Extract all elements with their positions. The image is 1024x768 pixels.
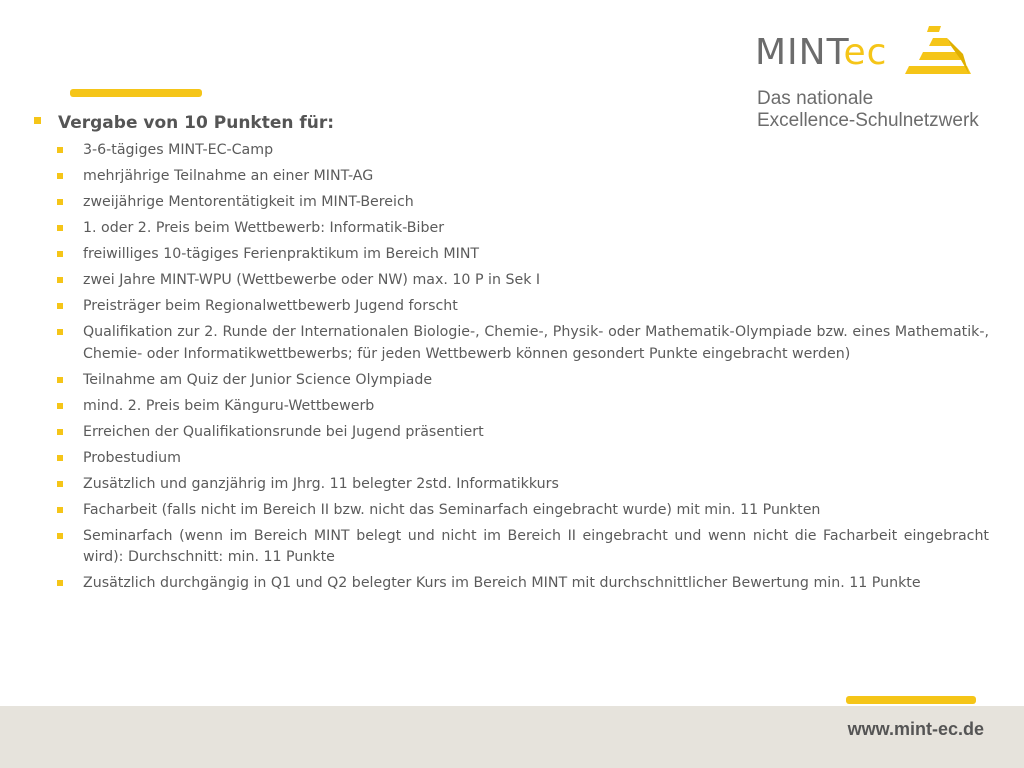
list-item xyxy=(57,218,989,240)
list-item-text: mind. 2. Preis beim Känguru-Wettbewerb xyxy=(83,397,375,414)
list-item-text: Seminarfach (wenn im Bereich MINT belegt und nicht im Bereich II eingebracht und wenn nicht die Facharbeit eingebracht wird): Durchschnitt: min. 11 Punkte xyxy=(83,527,989,565)
list-item-text: Teilnahme am Quiz der Junior Science Olympiade xyxy=(83,371,433,388)
list-item xyxy=(57,448,989,470)
list-item-text: Zusätzlich durchgängig in Q1 und Q2 belegter Kurs im Bereich MINT mit durchschnittlicher Bewertung min. 11 Punkte xyxy=(83,575,921,591)
footer-band xyxy=(0,706,1024,768)
list-item-text: 1. oder 2. Preis beim Wettbewerb: Informatik-Biber xyxy=(83,220,445,236)
tagline-line1: Das nationale xyxy=(757,88,874,109)
list-item xyxy=(57,296,989,318)
list-item-text: Probestudium xyxy=(83,449,181,466)
list-item-text: Erreichen der Qualifikationsrunde bei Jugend präsentiert xyxy=(83,423,484,440)
list-item-text: Qualifikation zur 2. Runde der Internationalen Biologie-, Chemie-, Physik- oder Mathematik-Olympiade bzw. eines Mathematik-, Chemie- oder Informatikwettbewerbs; für jeden Wettbewerb können gesondert Punkte eingebracht werden) xyxy=(83,324,989,362)
tagline-line2: Excellence-Schulnetzwerk xyxy=(757,110,979,131)
list-item xyxy=(57,422,989,444)
list-item xyxy=(57,322,989,365)
website-link[interactable]: www.mint-ec.de xyxy=(847,719,984,739)
square-bullet-icon xyxy=(57,507,63,513)
square-bullet-icon xyxy=(57,173,63,179)
square-bullet-icon xyxy=(57,199,63,205)
list-item-text: freiwilliges 10-tägiges Ferienpraktikum im Bereich MINT xyxy=(83,246,480,262)
list-item-text: mehrjährige Teilnahme an einer MINT-AG xyxy=(83,168,374,184)
slide-content xyxy=(34,110,989,599)
list-item-text: Facharbeit (falls nicht im Bereich II bzw. nicht das Seminarfach eingebracht wurde) mit min. 11 Punkten xyxy=(83,501,821,518)
criteria-list xyxy=(34,140,989,595)
list-item-text: zweijährige Mentorentätigkeit im MINT-Bereich xyxy=(83,194,414,210)
square-bullet-icon xyxy=(57,329,63,335)
list-item xyxy=(57,166,989,188)
heading-text: Vergabe von 10 Punkten für: xyxy=(58,113,335,133)
list-item xyxy=(57,396,989,418)
list-item xyxy=(57,370,989,392)
pyramid-logo-icon xyxy=(903,24,975,80)
square-bullet-icon xyxy=(57,533,63,539)
square-bullet-icon xyxy=(57,580,63,586)
square-bullet-icon xyxy=(57,303,63,309)
logo-accent: ec xyxy=(843,32,888,73)
square-bullet-icon xyxy=(57,481,63,487)
square-bullet-icon xyxy=(57,147,63,153)
list-item xyxy=(57,474,989,496)
list-item-text: Zusätzlich und ganzjährig im Jhrg. 11 belegter 2std. Informatikkurs xyxy=(83,475,559,492)
square-bullet-icon xyxy=(57,455,63,461)
list-item xyxy=(57,140,989,162)
list-item-text: Preisträger beim Regionalwettbewerb Jugend forscht xyxy=(83,298,458,314)
square-bullet-icon xyxy=(57,403,63,409)
square-bullet-icon xyxy=(34,117,41,124)
accent-bar-top xyxy=(70,89,202,97)
slide-heading xyxy=(34,110,989,136)
accent-bar-bottom xyxy=(846,696,976,704)
square-bullet-icon xyxy=(57,377,63,383)
square-bullet-icon xyxy=(57,429,63,435)
list-item xyxy=(57,526,989,569)
list-item-text: 3-6-tägiges MINT-EC-Camp xyxy=(83,142,274,158)
list-item xyxy=(57,192,989,214)
list-item xyxy=(57,244,989,266)
square-bullet-icon xyxy=(57,277,63,283)
square-bullet-icon xyxy=(57,225,63,231)
list-item-text: zwei Jahre MINT-WPU (Wettbewerbe oder NW) max. 10 P in Sek I xyxy=(83,272,541,288)
list-item xyxy=(57,500,989,522)
logo-wordmark xyxy=(755,32,887,73)
square-bullet-icon xyxy=(57,251,63,257)
list-item xyxy=(57,573,989,595)
list-item xyxy=(57,270,989,292)
logo-main: MINT xyxy=(755,32,844,73)
